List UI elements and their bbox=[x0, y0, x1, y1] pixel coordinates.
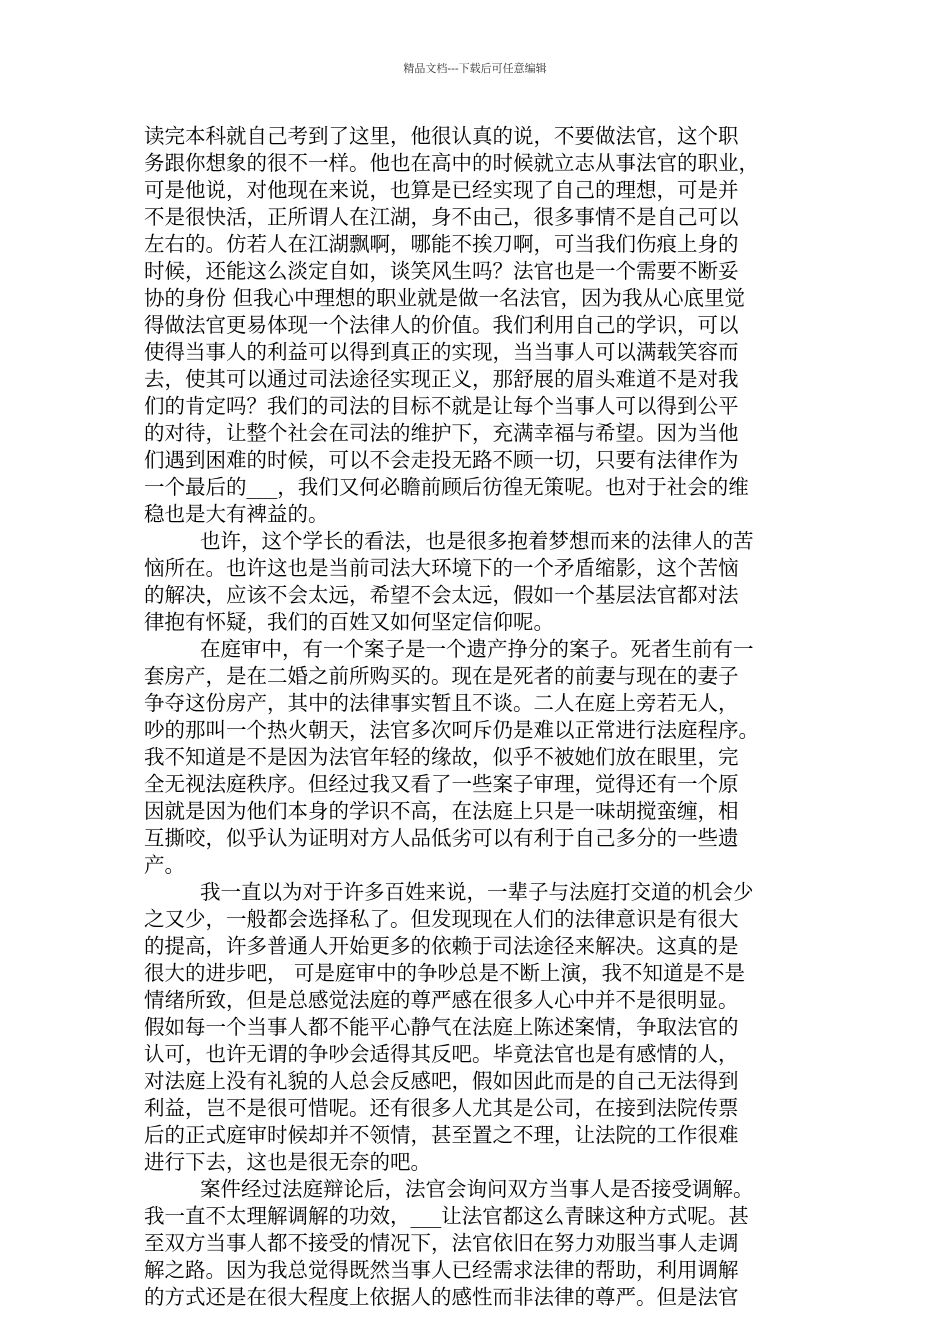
text-line: 一个最后的___，我们又何必瞻前顾后彷徨无策呢。也对于社会的维 bbox=[144, 475, 749, 499]
paragraph-first-line: 案件经过法庭辩论后，法官会询问双方当事人是否接受调解。 bbox=[200, 1177, 754, 1201]
text-line: 律抱有怀疑，我们的百姓又如何坚定信仰呢。 bbox=[144, 610, 554, 634]
text-line: 全无视法庭秩序。但经过我又看了一些案子审理，觉得还有一个原 bbox=[144, 772, 739, 796]
text-line: 左右的。仿若人在江湖飘啊，哪能不挨刀啊，可当我们伤痕上身的 bbox=[144, 232, 739, 256]
text-line: 时候，还能这么淡定自如，谈笑风生吗？法官也是一个需要不断妥 bbox=[144, 259, 739, 283]
text-line: 我一直不太理解调解的功效，___让法官都这么青睐这种方式呢。甚 bbox=[144, 1204, 749, 1228]
text-line: 我不知道是不是因为法官年轻的缘故，似乎不被她们放在眼里，完 bbox=[144, 745, 739, 769]
paragraph-first-line: 在庭审中，有一个案子是一个遗产挣分的案子。死者生前有一 bbox=[200, 637, 754, 661]
text-line: 们遇到困难的时候，可以不会走投无路不顾一切，只要有法律作为 bbox=[144, 448, 739, 472]
text-line: 至双方当事人都不接受的情况下，法官依旧在努力劝服当事人走调 bbox=[144, 1231, 739, 1255]
text-line: 假如每一个当事人都不能平心静气在法庭上陈述案情，争取法官的 bbox=[144, 1015, 739, 1039]
text-line: 利益，岂不是很可惜呢。还有很多人尤其是公司，在接到法院传票 bbox=[144, 1096, 739, 1120]
text-line: 读完本科就自己考到了这里，他很认真的说，不要做法官，这个职 bbox=[144, 124, 739, 148]
text-line: 因就是因为他们本身的学识不高，在法庭上只是一味胡搅蛮缠，相 bbox=[144, 799, 739, 823]
text-line: 的方式还是在很大程度上依据人的感性而非法律的尊严。但是法官 bbox=[144, 1285, 739, 1309]
text-line: 不是很快活，正所谓人在江湖，身不由己，很多事情不是自己可以 bbox=[144, 205, 739, 229]
page-header: 精品文档---下载后可任意编辑 bbox=[403, 62, 547, 75]
text-line: 务跟你想象的很不一样。他也在高中的时候就立志从事法官的职业， bbox=[144, 151, 759, 175]
text-line: 协的身份 但我心中理想的职业就是做一名法官，因为我从心底里觉 bbox=[144, 286, 746, 310]
text-line: 情绪所致，但是总感觉法庭的尊严感在很多人心中并不是很明显。 bbox=[144, 988, 739, 1012]
text-line: 的提高，许多普通人开始更多的依赖于司法途径来解决。这真的是 bbox=[144, 934, 739, 958]
text-line: 争夺这份房产，其中的法律事实暂且不谈。二人在庭上旁若无人， bbox=[144, 691, 739, 715]
text-line: 产。 bbox=[144, 853, 185, 877]
text-line: 对法庭上没有礼貌的人总会反感吧，假如因此而是的自己无法得到 bbox=[144, 1069, 739, 1093]
text-line: 可是他说，对他现在来说，也算是已经实现了自己的理想，可是并 bbox=[144, 178, 739, 202]
document-body bbox=[144, 123, 808, 1311]
text-line: 后的正式庭审时候却并不领情，甚至置之不理，让法院的工作很难 bbox=[144, 1123, 739, 1147]
text-line: 吵的那叫一个热火朝天，法官多次呵斥仍是难以正常进行法庭程序。 bbox=[144, 718, 759, 742]
paragraph-first-line: 我一直以为对于许多百姓来说，一辈子与法庭打交道的机会少 bbox=[200, 880, 754, 904]
text-line: 稳也是大有裨益的。 bbox=[144, 502, 329, 526]
text-line: 很大的进步吧， 可是庭审中的争吵总是不断上演，我不知道是不是 bbox=[144, 961, 746, 985]
text-line: 解之路。因为我总觉得既然当事人已经需求法律的帮助，利用调解 bbox=[144, 1258, 739, 1282]
text-line: 们的肯定吗？我们的司法的目标不就是让每个当事人可以得到公平 bbox=[144, 394, 739, 418]
text-line: 的解决，应该不会太远，希望不会太远，假如一个基层法官都对法 bbox=[144, 583, 739, 607]
text-line: 去，使其可以通过司法途径实现正义，那舒展的眉头难道不是对我 bbox=[144, 367, 739, 391]
text-line: 认可，也许无谓的争吵会适得其反吧。毕竟法官也是有感情的人， bbox=[144, 1042, 739, 1066]
text-line: 之又少，一般都会选择私了。但发现现在人们的法律意识是有很大 bbox=[144, 907, 739, 931]
text-line: 的对待，让整个社会在司法的维护下，充满幸福与希望。因为当他 bbox=[144, 421, 739, 445]
text-line: 互撕咬，似乎认为证明对方人品低劣可以有利于自己多分的一些遗 bbox=[144, 826, 739, 850]
text-line: 进行下去，这也是很无奈的吧。 bbox=[144, 1150, 431, 1174]
text-line: 使得当事人的利益可以得到真正的实现，当当事人可以满载笑容而 bbox=[144, 340, 739, 364]
text-line: 套房产，是在二婚之前所购买的。现在是死者的前妻与现在的妻子 bbox=[144, 664, 739, 688]
text-line: 恼所在。也许这也是当前司法大环境下的一个矛盾缩影，这个苦恼 bbox=[144, 556, 739, 580]
text-line: 得做法官更易体现一个法律人的价值。我们利用自己的学识，可以 bbox=[144, 313, 739, 337]
paragraph-first-line: 也许，这个学长的看法，也是很多抱着梦想而来的法律人的苦 bbox=[200, 529, 754, 553]
